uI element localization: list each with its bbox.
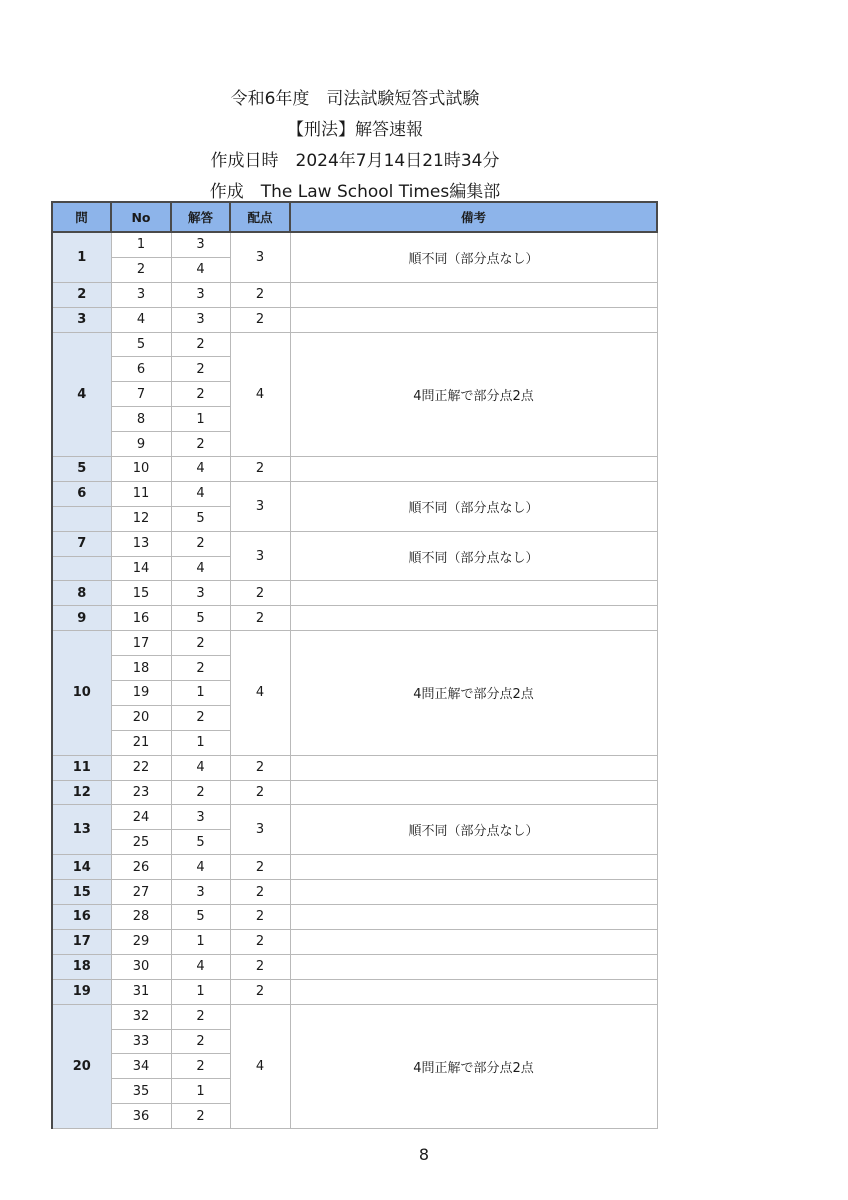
question-number-cell: 13 (52, 805, 111, 855)
question-number-cell: 20 (52, 1004, 111, 1128)
note-cell (290, 282, 657, 307)
table-row (52, 780, 657, 805)
points-cell: 2 (230, 606, 290, 631)
question-number-cell: 17 (52, 929, 111, 954)
answer-cell: 3 (171, 581, 230, 606)
table-row (52, 954, 657, 979)
points-cell: 3 (230, 531, 290, 581)
note-cell (290, 880, 657, 905)
item-no-cell: 28 (111, 905, 171, 930)
note-cell: 4問正解で部分点2点 (290, 631, 657, 755)
item-no-cell: 5 (111, 332, 171, 357)
column-header-no: No (111, 202, 171, 232)
points-cell: 3 (230, 805, 290, 855)
answer-cell: 3 (171, 232, 230, 257)
question-number-cell: 12 (52, 780, 111, 805)
points-cell: 4 (230, 332, 290, 456)
answer-cell: 5 (171, 830, 230, 855)
note-cell: 順不同（部分点なし） (290, 481, 657, 531)
points-cell: 2 (230, 780, 290, 805)
table-row (52, 905, 657, 930)
answer-cell: 1 (171, 979, 230, 1004)
answer-cell: 2 (171, 780, 230, 805)
note-cell (290, 954, 657, 979)
item-no-cell: 21 (111, 730, 171, 755)
table-row (52, 606, 657, 631)
item-no-cell: 33 (111, 1029, 171, 1054)
item-no-cell: 4 (111, 307, 171, 332)
note-cell: 順不同（部分点なし） (290, 805, 657, 855)
points-cell: 3 (230, 232, 290, 282)
note-cell: 4問正解で部分点2点 (290, 332, 657, 456)
answer-cell: 5 (171, 905, 230, 930)
item-no-cell: 14 (111, 556, 171, 581)
answer-table (51, 201, 658, 1129)
table-row (52, 631, 657, 656)
answer-cell: 4 (171, 257, 230, 282)
item-no-cell: 22 (111, 755, 171, 780)
answer-cell: 4 (171, 855, 230, 880)
note-cell (290, 581, 657, 606)
note-cell (290, 307, 657, 332)
table-row (52, 332, 657, 357)
column-header-answer: 解答 (171, 202, 230, 232)
answer-cell: 2 (171, 531, 230, 556)
item-no-cell: 20 (111, 705, 171, 730)
item-no-cell: 3 (111, 282, 171, 307)
item-no-cell: 12 (111, 506, 171, 531)
item-no-cell: 24 (111, 805, 171, 830)
note-cell (290, 780, 657, 805)
note-cell (290, 979, 657, 1004)
item-no-cell: 31 (111, 979, 171, 1004)
item-no-cell: 13 (111, 531, 171, 556)
answer-cell: 2 (171, 1054, 230, 1079)
answer-cell: 4 (171, 457, 230, 482)
table-row (52, 531, 657, 556)
answer-cell: 4 (171, 556, 230, 581)
question-number-cell: 1 (52, 232, 111, 282)
item-no-cell: 30 (111, 954, 171, 979)
table-row (52, 581, 657, 606)
answer-cell: 2 (171, 382, 230, 407)
points-cell: 2 (230, 880, 290, 905)
exam-title: 令和6年度 司法試験短答式試験 (230, 89, 480, 109)
answer-cell: 2 (171, 631, 230, 656)
answer-cell: 1 (171, 681, 230, 706)
question-number-cell: 7 (52, 531, 111, 556)
item-no-cell: 17 (111, 631, 171, 656)
answer-cell: 3 (171, 805, 230, 830)
item-no-cell: 6 (111, 357, 171, 382)
table-row (52, 805, 657, 830)
answer-cell: 1 (171, 929, 230, 954)
author-line: 作成 The Law School Times編集部 (209, 182, 501, 202)
item-no-cell: 23 (111, 780, 171, 805)
question-number-cell: 5 (52, 457, 111, 482)
answer-cell: 2 (171, 705, 230, 730)
answer-cell: 1 (171, 730, 230, 755)
note-cell (290, 755, 657, 780)
created-datetime: 作成日時 2024年7月14日21時34分 (210, 151, 500, 171)
table-row (52, 979, 657, 1004)
subject-title: 【刑法】解答速報 (287, 120, 423, 140)
table-row (52, 282, 657, 307)
answer-cell: 2 (171, 332, 230, 357)
question-number-cell (52, 506, 111, 531)
item-no-cell: 18 (111, 656, 171, 681)
table-row (52, 755, 657, 780)
question-number-cell: 3 (52, 307, 111, 332)
item-no-cell: 8 (111, 407, 171, 432)
question-number-cell: 2 (52, 282, 111, 307)
question-number-cell: 18 (52, 954, 111, 979)
table-row (52, 307, 657, 332)
question-number-cell: 10 (52, 631, 111, 755)
points-cell: 2 (230, 755, 290, 780)
note-cell (290, 855, 657, 880)
item-no-cell: 25 (111, 830, 171, 855)
column-header-notes: 備考 (290, 202, 657, 232)
answer-cell: 1 (171, 1079, 230, 1104)
points-cell: 2 (230, 905, 290, 930)
answer-cell: 5 (171, 606, 230, 631)
points-cell: 4 (230, 631, 290, 755)
note-cell: 順不同（部分点なし） (290, 232, 657, 282)
points-cell: 4 (230, 1004, 290, 1128)
answer-cell: 4 (171, 755, 230, 780)
answer-table-body (52, 232, 657, 1129)
question-number-cell: 16 (52, 905, 111, 930)
page-number: 8 (418, 1145, 430, 1164)
note-cell (290, 905, 657, 930)
note-cell: 4問正解で部分点2点 (290, 1004, 657, 1128)
item-no-cell: 34 (111, 1054, 171, 1079)
item-no-cell: 36 (111, 1104, 171, 1129)
points-cell: 2 (230, 954, 290, 979)
answer-cell: 3 (171, 880, 230, 905)
table-row (52, 880, 657, 905)
answer-cell: 1 (171, 407, 230, 432)
item-no-cell: 7 (111, 382, 171, 407)
note-cell (290, 606, 657, 631)
item-no-cell: 26 (111, 855, 171, 880)
points-cell: 2 (230, 307, 290, 332)
answer-cell: 2 (171, 357, 230, 382)
item-no-cell: 35 (111, 1079, 171, 1104)
answer-cell: 4 (171, 481, 230, 506)
item-no-cell: 16 (111, 606, 171, 631)
table-row (52, 232, 657, 257)
note-cell: 順不同（部分点なし） (290, 531, 657, 581)
points-cell: 3 (230, 481, 290, 531)
question-number-cell: 9 (52, 606, 111, 631)
question-number-cell: 6 (52, 481, 111, 506)
note-cell (290, 457, 657, 482)
answer-cell: 2 (171, 1104, 230, 1129)
table-row (52, 1004, 657, 1029)
points-cell: 2 (230, 855, 290, 880)
answer-cell: 2 (171, 432, 230, 457)
column-header-points: 配点 (230, 202, 290, 232)
item-no-cell: 29 (111, 929, 171, 954)
table-row (52, 855, 657, 880)
points-cell: 2 (230, 282, 290, 307)
points-cell: 2 (230, 929, 290, 954)
table-row (52, 481, 657, 506)
item-no-cell: 27 (111, 880, 171, 905)
question-number-cell: 14 (52, 855, 111, 880)
item-no-cell: 9 (111, 432, 171, 457)
table-row (52, 929, 657, 954)
table-row (52, 457, 657, 482)
item-no-cell: 19 (111, 681, 171, 706)
points-cell: 2 (230, 457, 290, 482)
column-header-question: 問 (52, 202, 111, 232)
item-no-cell: 15 (111, 581, 171, 606)
item-no-cell: 2 (111, 257, 171, 282)
answer-cell: 5 (171, 506, 230, 531)
question-number-cell (52, 556, 111, 581)
question-number-cell: 8 (52, 581, 111, 606)
item-no-cell: 10 (111, 457, 171, 482)
item-no-cell: 32 (111, 1004, 171, 1029)
answer-table-header-row (52, 202, 657, 232)
answer-cell: 3 (171, 282, 230, 307)
question-number-cell: 19 (52, 979, 111, 1004)
answer-cell: 2 (171, 656, 230, 681)
note-cell (290, 929, 657, 954)
item-no-cell: 1 (111, 232, 171, 257)
document-header (0, 84, 710, 208)
question-number-cell: 11 (52, 755, 111, 780)
answer-cell: 3 (171, 307, 230, 332)
points-cell: 2 (230, 979, 290, 1004)
item-no-cell: 11 (111, 481, 171, 506)
question-number-cell: 4 (52, 332, 111, 456)
points-cell: 2 (230, 581, 290, 606)
question-number-cell: 15 (52, 880, 111, 905)
answer-cell: 4 (171, 954, 230, 979)
answer-cell: 2 (171, 1004, 230, 1029)
answer-cell: 2 (171, 1029, 230, 1054)
